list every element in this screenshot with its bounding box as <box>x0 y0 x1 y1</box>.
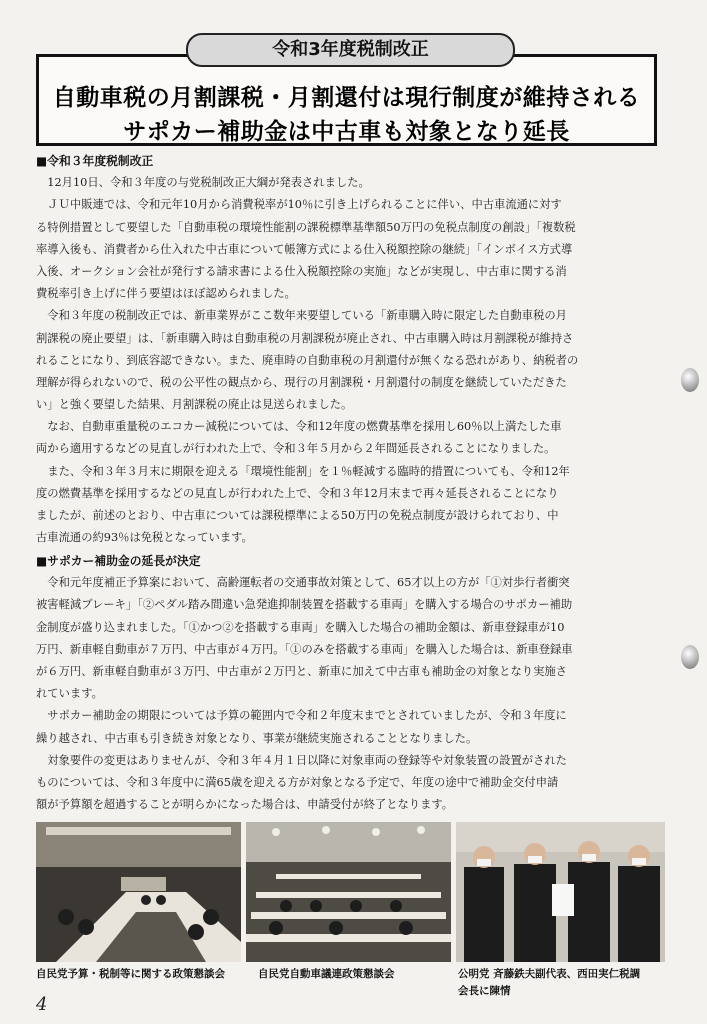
body-line: れることになり、到底容認できない。また、廃車時の自動車税の月割還付が無くなる恐れがあり、納税者の <box>36 353 579 367</box>
photo1-caption: 自民党予算・税制等に関する政策懇談会 <box>36 968 225 980</box>
photo3-caption <box>458 966 668 1000</box>
section1-heading: ■令和３年度税制改正 <box>36 154 154 168</box>
headline-line2: サポカー補助金は中古車も対象となり延長 <box>123 119 570 145</box>
body-line: 万円、新車軽自動車が７万円、中古車が４万円。「①のみを搭載する車両」を購入した場合は、新車登録車 <box>36 642 573 656</box>
body-line: ＪＵ中販連では、令和元年10月から消費税率が10％に引き上げられることに伴い、中古車流通に対す <box>36 198 562 212</box>
body-line: サポカー補助金の期限については予算の範囲内で令和２年度末までとされていましたが、令和３年度に <box>36 709 567 723</box>
body-line: 令和元年度補正予算案において、高齢運転者の交通事故対策として、65才以上の方が「①対歩行者衝突 <box>36 576 570 590</box>
headline-box <box>36 54 657 146</box>
photo-komeito-petition <box>456 822 665 962</box>
photo3-caption-line2: 会長に陳情 <box>458 985 511 997</box>
body-line: 被害軽減ブレーキ」「②ペダル踏み間違い急発進抑制装置を搭載する車両」を購入する場合のサポカー補助 <box>36 598 573 612</box>
body-line: が６万円、新車軽自動車が３万円、中古車が２万円と、新車に加えて中古車も補助金の対象となり実施さ <box>36 664 567 678</box>
headline-line1: 自動車税の月割課税・月割還付は現行制度が維持される <box>52 85 641 111</box>
body-line: 12月10日、令和３年度の与党税制改正大綱が発表されました。 <box>36 176 370 190</box>
section-banner: 令和3年度税制改正 <box>186 33 515 67</box>
body-line: 額が予算額を超過することが明らかになった場合は、申請受付が終了となります。 <box>36 798 454 812</box>
body-line: ましたが、前述のとおり、中古車については課税標準による50万円の免税点制度が設けられており、中 <box>36 509 559 522</box>
page-number: 4 <box>36 994 48 1015</box>
body-line: ものについては、令和３年度中に満65歳を迎える方が対象となる予定で、年度の途中で補助金交付申請 <box>36 775 559 789</box>
body-line: 度の燃費基準を採用するなどの見直しが行われた上で、令和３年12月末まで再々延長されることになり <box>36 486 559 500</box>
margin-marker-icon <box>681 645 699 669</box>
body-line: 令和３年度の税制改正では、新車業界がここ数年来要望している「新車購入時に限定した自動車税の月 <box>36 309 567 323</box>
body-line: い」と強く要望した結果、月割課税の廃止は見送られました。 <box>36 398 353 412</box>
photo-auto-caucus-meeting <box>246 822 451 962</box>
body-line: る特例措置として要望した「自動車税の環境性能割の課税標準基準額50万円の免税点制度の創設」「複数税 <box>36 220 576 234</box>
margin-marker-icon <box>681 368 699 392</box>
section2-body <box>36 550 666 816</box>
photo2-caption: 自民党自動車議連政策懇談会 <box>258 968 395 980</box>
body-line: 率導入後も、消費者から仕入れた中古車について帳簿方式による仕入税額控除の継続」「インボイス方式導 <box>36 242 573 256</box>
body-line: 費税率引き上げに伴う要望はほぼ認められました。 <box>36 287 296 301</box>
body-line: 繰り越され、中古車も引き続き対象となり、事業が継続実施されることとなりました。 <box>36 731 478 745</box>
body-line: 両から適用するなどの見直しが行われた上で、令和３年５月から２年間延長されることになりました。 <box>36 442 556 456</box>
body-line: また、令和３年３月末に期限を迎える「環境性能割」を１％軽減する臨時的措置についても、令和12年 <box>36 464 570 478</box>
body-line: 理解が得られないので、税の公平性の観点から、現行の月割課税・月割還付の制度を継続していただきた <box>36 375 567 389</box>
body-line: 古車流通の約93％は免税となっています。 <box>36 531 253 545</box>
body-line: 割課税の廃止要望」は、「新車購入時は自動車税の月割課税が廃止され、中古車購入時は月割課税が維持さ <box>36 331 574 345</box>
body-line: 金制度が盛り込まれました。「①かつ②を搭載する車両」を購入した場合の補助金額は、新車登録車が10 <box>36 620 565 634</box>
photo3-caption-line1: 公明党 斉藤鉄夫副代表、西田実仁税調 <box>458 968 641 980</box>
body-line: 入後、オークション会社が発行する請求書による仕入税額控除の実施」などが実現し、中古車に関する消 <box>36 264 567 278</box>
body-line: れています。 <box>36 687 103 701</box>
photo-policy-meeting <box>36 822 241 962</box>
body-line: 対象要件の変更はありませんが、令和３年４月１日以降に対象車両の登録等や対象装置の設置がされた <box>36 753 567 767</box>
section1-body <box>36 150 666 549</box>
section2-heading: ■サポカー補助金の延長が決定 <box>36 554 201 568</box>
body-line: なお、自動車重量税のエコカー減税については、令和12年度の燃費基準を採用し60％以上満たした車 <box>36 420 562 434</box>
